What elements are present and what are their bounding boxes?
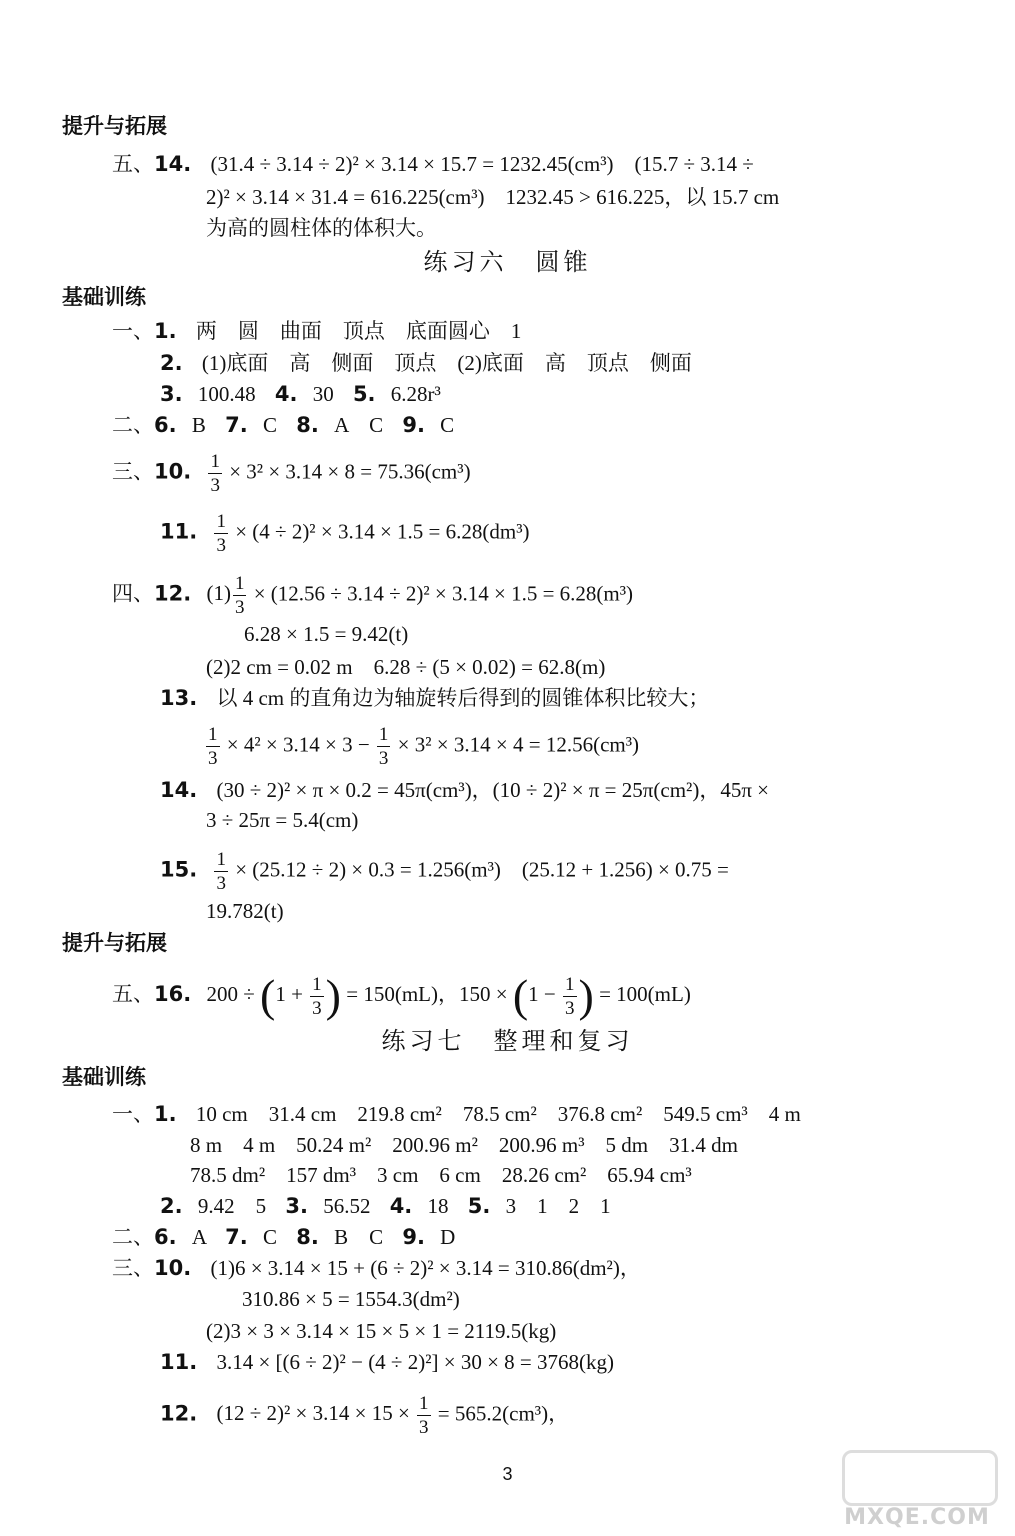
denominator: 3 — [208, 748, 218, 769]
part-label: 一、 — [112, 319, 154, 343]
fraction — [214, 850, 228, 893]
answer-text: C — [262, 413, 277, 437]
answer-text: D — [440, 1225, 456, 1249]
numerator: 1 — [208, 724, 218, 745]
question-number: 9. — [402, 1225, 425, 1249]
answer-14-line3: 为高的圆柱体的体积大。 — [206, 216, 437, 240]
question-number: 8. — [296, 1225, 319, 1249]
numerator: 1 — [210, 451, 220, 472]
numerator: 1 — [312, 973, 322, 995]
part-label: 五、 — [112, 981, 154, 1006]
answer-text: × (25.12 ÷ 2) × 0.3 = 1.256(m³) (25.12 + 1.256) × 0.75 = — [235, 857, 729, 882]
fraction — [233, 574, 247, 617]
section-heading: 基础训练 — [62, 285, 146, 309]
numerator: 1 — [565, 973, 575, 995]
question-number: 6. — [154, 1225, 177, 1249]
section-heading: 基础训练 — [62, 1065, 146, 1089]
question-number: 10. — [154, 1256, 192, 1280]
answer-text: 两 圆 曲面 顶点 底面圆心 1 — [195, 319, 522, 343]
exercise-title: 练习六 圆锥 — [423, 248, 592, 276]
numerator: 1 — [216, 849, 226, 870]
answer-1-line3: 78.5 dm² 157 dm³ 3 cm 6 cm 28.26 cm² 65.94 cm³ — [190, 1163, 692, 1187]
sub-label: (1) — [206, 581, 231, 606]
question-number: 16. — [154, 981, 192, 1006]
question-number: 5. — [352, 382, 376, 406]
answer-12 — [160, 1394, 569, 1437]
answer-11 — [160, 512, 530, 555]
answer-10 — [112, 1254, 641, 1282]
answer-12 — [112, 574, 633, 617]
numerator: 1 — [419, 1393, 429, 1414]
numerator: 1 — [216, 511, 226, 532]
part-label: 一、 — [112, 1102, 154, 1126]
answer-text: × (12.56 ÷ 3.14 ÷ 2)² × 3.14 × 1.5 = 6.28(m³) — [253, 581, 634, 606]
answer-1 — [112, 1100, 801, 1128]
answer-12-line3: (2)2 cm = 0.02 m 6.28 ÷ (5 × 0.02) = 62.8(m) — [206, 655, 606, 679]
part-label: 二、 — [112, 1225, 154, 1249]
answer-10 — [112, 452, 471, 495]
question-number: 12. — [154, 581, 192, 606]
answer-text: B C — [334, 1225, 384, 1249]
right-paren: ) — [325, 970, 341, 1021]
answer-text: (1)6 × 3.14 × 15 + (6 ÷ 2)² × 3.14 = 310.86(dm²)， — [210, 1256, 641, 1280]
answer-text: = 565.2(cm³)， — [437, 1401, 570, 1426]
answer-text: 18 — [427, 1194, 449, 1218]
left-paren: ( — [259, 970, 276, 1021]
exercise-title: 练习七 整理和复习 — [381, 1027, 634, 1055]
answer-text: 30 — [312, 382, 334, 406]
answer-text: 1 + — [275, 981, 303, 1006]
denominator: 3 — [378, 748, 389, 769]
answer-text: = 150(mL)，150 × — [346, 981, 508, 1006]
answer-2 — [160, 349, 692, 377]
question-number: 15. — [160, 857, 198, 882]
question-number: 11. — [160, 1350, 198, 1374]
watermark-text: MXQE.COM — [844, 1505, 990, 1530]
answer-15-line2: 19.782(t) — [206, 899, 284, 923]
answer-text: = 100(mL) — [599, 981, 691, 1006]
part-label: 三、 — [112, 459, 154, 484]
question-number: 2. — [160, 351, 183, 375]
answer-text: (30 ÷ 2)² × π × 0.2 = 45π(cm³)，(10 ÷ 2)² × π = 25π(cm²)，45π × — [216, 778, 770, 802]
answer-12-line2: 6.28 × 1.5 = 9.42(t) — [244, 622, 409, 646]
question-number: 3. — [285, 1194, 308, 1218]
answer-10-line2: 310.86 × 5 = 1554.3(dm²) — [242, 1287, 460, 1311]
fraction — [214, 512, 228, 555]
question-number: 3. — [160, 382, 183, 406]
answer-text: × (4 ÷ 2)² × 3.14 × 1.5 = 6.28(dm³) — [235, 519, 530, 544]
question-number: 7. — [225, 1225, 248, 1249]
watermark-logo — [832, 1450, 1002, 1530]
answer-text: B — [191, 413, 206, 437]
part-label: 五、 — [112, 152, 154, 176]
answer-1-line2: 8 m 4 m 50.24 m² 200.96 m² 200.96 m³ 5 dm 31.4 dm — [190, 1133, 738, 1157]
answer-text: 100.48 — [197, 382, 256, 406]
question-number: 1. — [154, 1102, 177, 1126]
answer-text: A — [191, 1225, 206, 1249]
denominator: 3 — [312, 997, 322, 1019]
answer-10-line3: (2)3 × 3 × 3.14 × 15 × 5 × 1 = 2119.5(kg) — [206, 1319, 557, 1343]
part-label: 三、 — [112, 1256, 154, 1280]
answer-text: 200 ÷ — [206, 981, 255, 1006]
page-number: 3 — [502, 1464, 513, 1484]
answer-text: × 3² × 3.14 × 4 = 12.56(cm³) — [397, 732, 640, 757]
answer-text: C — [262, 1225, 277, 1249]
fraction — [377, 725, 391, 768]
question-number: 10. — [154, 459, 192, 484]
answer-14-line2: 2)² × 3.14 × 31.4 = 616.225(cm³) 1232.45 > 616.225，以 15.7 cm — [206, 185, 780, 209]
answer-text: (1)底面 高 侧面 顶点 (2)底面 高 顶点 侧面 — [201, 351, 692, 375]
numerator: 1 — [378, 724, 389, 745]
answer-text: A C — [334, 413, 384, 437]
question-number: 6. — [154, 413, 177, 437]
answer-text: (12 ÷ 2)² × 3.14 × 15 × — [216, 1401, 410, 1426]
answer-text: 10 cm 31.4 cm 219.8 cm² 78.5 cm² 376.8 cm² 549.5 cm³ 4 m — [195, 1102, 801, 1126]
answer-11 — [160, 1348, 614, 1376]
answer-14-line1 — [112, 150, 754, 178]
denominator: 3 — [565, 997, 575, 1019]
question-number: 11. — [160, 519, 198, 544]
question-number: 9. — [402, 413, 425, 437]
fraction — [208, 452, 222, 495]
left-paren: ( — [512, 970, 529, 1021]
answer-text: 1 − — [528, 981, 556, 1006]
question-number: 7. — [225, 413, 248, 437]
question-number: 5. — [467, 1194, 491, 1218]
answer-text: C — [440, 413, 455, 437]
fraction — [206, 725, 220, 768]
question-number: 2. — [160, 1194, 183, 1218]
answer-2-5 — [160, 1192, 611, 1220]
question-number: 14. — [160, 778, 198, 802]
watermark-badge-icon — [842, 1450, 998, 1506]
fraction — [563, 975, 577, 1018]
section-heading: 提升与拓展 — [62, 931, 167, 955]
question-number: 14. — [154, 152, 192, 176]
answer-text: 9.42 5 — [197, 1194, 267, 1218]
answer-text: 3 1 2 1 — [505, 1194, 611, 1218]
right-paren: ) — [578, 970, 594, 1021]
answer-14-line2: 3 ÷ 25π = 5.4(cm) — [206, 808, 359, 832]
question-number: 4. — [274, 382, 298, 406]
question-number: 1. — [154, 319, 177, 343]
part-label: 二、 — [112, 413, 154, 437]
answer-text: (31.4 ÷ 3.14 ÷ 2)² × 3.14 × 15.7 = 1232.45(cm³) (15.7 ÷ 3.14 ÷ — [210, 152, 754, 176]
denominator: 3 — [210, 475, 220, 496]
denominator: 3 — [419, 1417, 429, 1438]
answer-6-9 — [112, 411, 454, 439]
answer-text: 6.28r³ — [390, 382, 441, 406]
denominator: 3 — [216, 535, 226, 556]
fraction — [417, 1394, 431, 1437]
answer-16 — [112, 970, 691, 1021]
answer-15 — [160, 850, 729, 893]
denominator: 3 — [234, 597, 245, 618]
denominator: 3 — [216, 873, 226, 894]
answer-13-line2 — [204, 725, 639, 768]
answer-text: 以 4 cm 的直角边为轴旋转后得到的圆锥体积比较大； — [216, 686, 710, 710]
question-number: 13. — [160, 686, 198, 710]
answer-13 — [160, 684, 709, 712]
answer-3-5 — [160, 380, 441, 408]
answer-text: 3.14 × [(6 ÷ 2)² − (4 ÷ 2)²] × 30 × 8 = 3768(kg) — [216, 1350, 615, 1374]
part-label: 四、 — [112, 581, 154, 606]
numerator: 1 — [234, 573, 245, 594]
answer-text: × 3² × 3.14 × 8 = 75.36(cm³) — [229, 459, 471, 484]
question-number: 4. — [389, 1194, 413, 1218]
answer-6-9 — [112, 1223, 455, 1251]
answer-text: × 4² × 3.14 × 3 − — [226, 732, 370, 757]
question-number: 12. — [160, 1401, 198, 1426]
fraction — [310, 975, 324, 1018]
answer-14 — [160, 776, 769, 804]
answer-1 — [112, 317, 521, 345]
section-heading: 提升与拓展 — [62, 114, 167, 138]
question-number: 8. — [296, 413, 319, 437]
answer-text: 56.52 — [323, 1194, 371, 1218]
